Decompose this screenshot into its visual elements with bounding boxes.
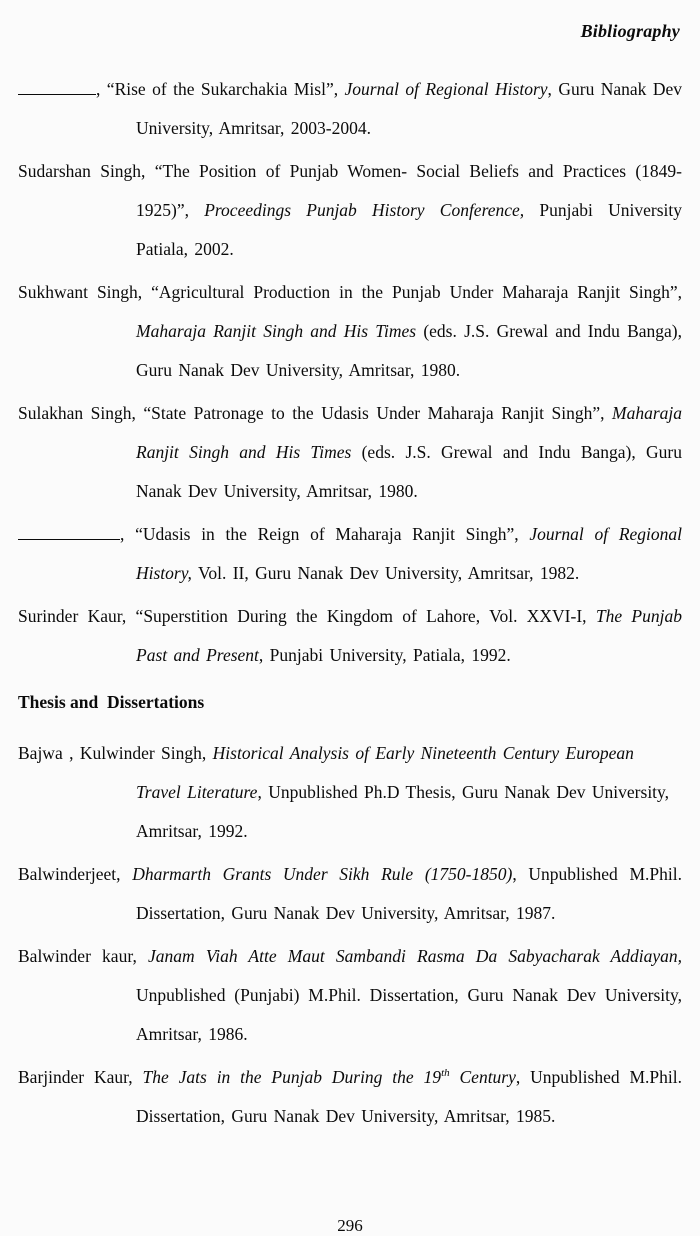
bibliography-entry <box>18 515 682 593</box>
entry-text: , Unpublished Ph.D Thesis, Guru Nanak Dev University, Amritsar, 1992. <box>136 782 670 841</box>
entry-text: Sudarshan Singh, “The Position of Punjab Women- Social Beliefs and Practices (1849-1925)”, <box>18 161 682 220</box>
entry-text-italic: Dharmarth Grants Under Sikh Rule (1750-1850) <box>132 864 513 884</box>
bibliography-entry <box>18 597 682 675</box>
entry-text: Vol. II, Guru Nanak Dev University, Amritsar, 1982. <box>191 563 580 583</box>
entry-text: Sukhwant Singh, “Agricultural Production in the Punjab Under Maharaja Ranjit Singh”, <box>18 282 682 302</box>
bibliography-entry <box>18 1058 682 1136</box>
entry-text-italic: The Punjab Past and Present <box>136 606 682 665</box>
entry-text-italic: Century <box>449 1067 516 1087</box>
bibliography-entry <box>18 70 682 148</box>
entry-text: , Unpublished M.Phil. Dissertation, Guru Nanak Dev University, Amritsar, 1987. <box>136 864 682 923</box>
entry-text: , Guru Nanak Dev University, Amritsar, 2003-2004. <box>136 79 683 138</box>
entry-text-italic: th <box>441 1067 450 1080</box>
page-number: 296 <box>337 1216 363 1235</box>
entry-text-italic: The Jats in the Punjab During the 19 <box>142 1067 442 1087</box>
section-heading: Thesis and Dissertations <box>18 692 205 712</box>
entry-text: Punjabi University Patiala, 2002. <box>136 200 682 259</box>
bibliography-entry <box>18 734 682 851</box>
entry-text-italic: Maharaja Ranjit Singh and His Times <box>136 403 682 462</box>
entry-text: Barjinder Kaur, <box>18 1067 143 1087</box>
bibliography-entry <box>18 855 682 933</box>
bibliography-entry <box>18 394 682 511</box>
entry-text: , “Rise of the Sukarchakia Misl”, <box>96 79 345 99</box>
entry-text: , Punjabi University, Patiala, 1992. <box>258 645 511 665</box>
bibliography-sections <box>18 70 682 1136</box>
entry-text-italic: Journal of Regional History, <box>136 524 683 583</box>
entry-text: , Unpublished M.Phil. Dissertation, Guru Nanak Dev University, Amritsar, 1985. <box>136 1067 682 1126</box>
bibliography-entry <box>18 152 682 269</box>
entry-text-italic: Proceedings Punjab History Conference, <box>204 200 525 220</box>
entry-text-italic: Journal of Regional History <box>344 79 548 99</box>
bibliography-entry <box>18 937 682 1054</box>
entry-text: Surinder Kaur, “Superstition During the Kingdom of Lahore, Vol. XXVI-I, <box>18 606 596 626</box>
entry-text: , “Udasis in the Reign of Maharaja Ranjit Singh”, <box>120 524 530 544</box>
entry-text-italic: Janam Viah Atte Maut Sambandi Rasma Da Sabyacharak Addiayan, <box>148 946 683 966</box>
blank-author-underline <box>18 81 96 95</box>
entry-text: Sulakhan Singh, “State Patronage to the Udasis Under Maharaja Ranjit Singh”, <box>18 403 612 423</box>
entry-text: (eds. J.S. Grewal and Indu Banga), Guru Nanak Dev University, Amritsar, 1980. <box>136 442 683 501</box>
bibliography-entry <box>18 273 682 390</box>
page-title: Bibliography <box>580 21 680 41</box>
entry-text: Bajwa , Kulwinder Singh, <box>18 743 213 763</box>
entry-text-italic: Maharaja Ranjit Singh and His Times <box>136 321 417 341</box>
entry-text: (eds. J.S. Grewal and Indu Banga), Guru Nanak Dev University, Amritsar, 1980. <box>136 321 682 380</box>
entry-text: Unpublished (Punjabi) M.Phil. Dissertation, Guru Nanak Dev University, Amritsar, 1986. <box>136 985 682 1044</box>
entry-text-italic: Historical Analysis of Early Nineteenth Century European Travel Literature <box>136 743 634 802</box>
entry-text: Balwinderjeet, <box>18 864 133 884</box>
blank-author-underline <box>18 526 120 540</box>
entry-text: Balwinder kaur, <box>18 946 148 966</box>
